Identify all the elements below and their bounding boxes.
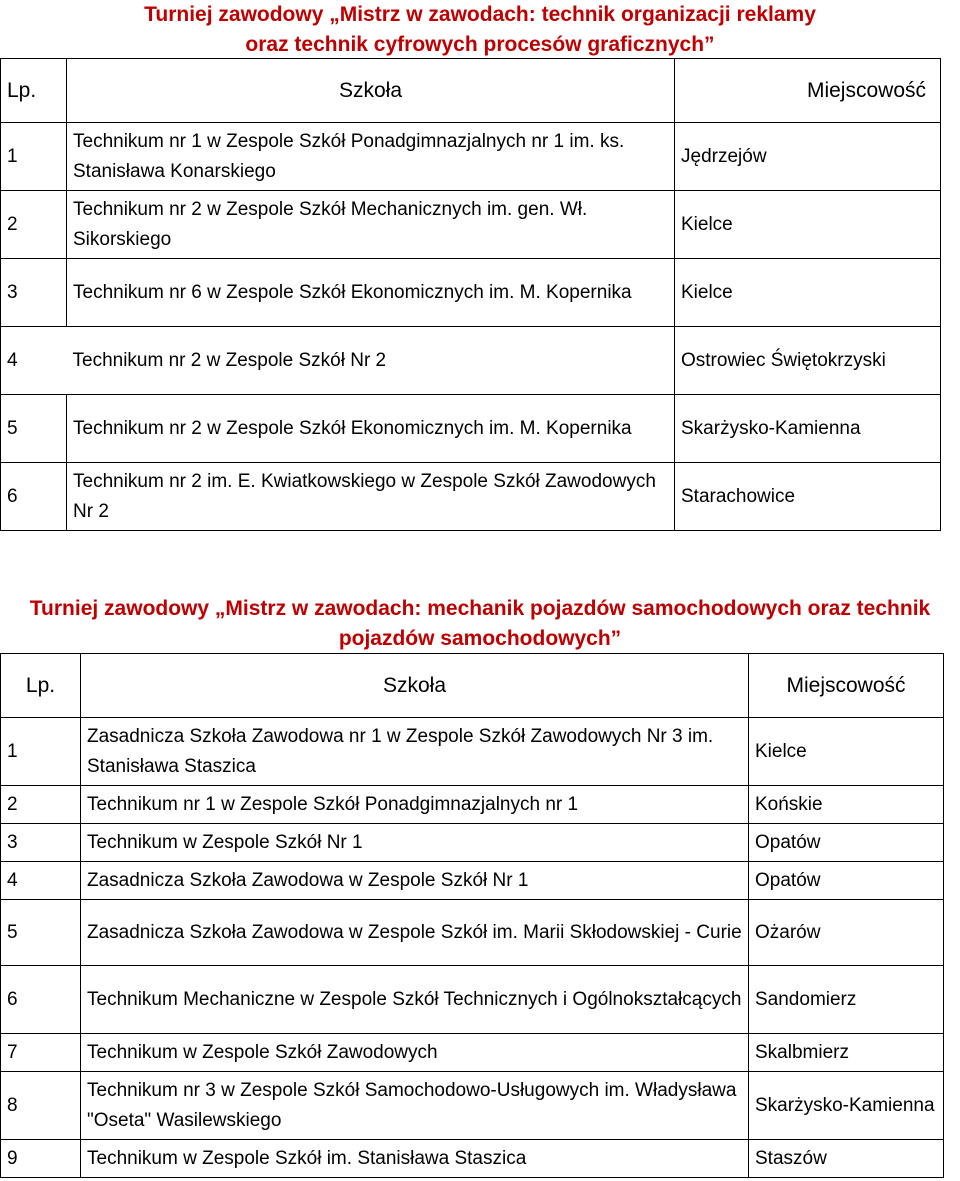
section2-title-line2: pojazdów samochodowych”	[338, 627, 622, 650]
row-school: Technikum w Zespole Szkół im. Stanisława Staszica	[81, 1140, 749, 1178]
row-lp: 1	[1, 123, 67, 191]
section1-title	[0, 0, 960, 60]
row-lp: 3	[1, 824, 81, 862]
table-row	[1, 123, 941, 191]
row-lp: 4	[1, 327, 67, 395]
row-lp: 4	[1, 862, 81, 900]
section1-title-line2: oraz technik cyfrowych procesów graficznych”	[245, 33, 715, 56]
row-lp: 9	[1, 1140, 81, 1178]
table-row	[1, 900, 944, 966]
row-town: Kielce	[675, 191, 941, 259]
row-town: Jędrzejów	[675, 123, 941, 191]
row-lp: 3	[1, 259, 67, 327]
row-lp: 5	[1, 395, 67, 463]
table-header-row	[1, 59, 941, 123]
row-school: Technikum nr 2 w Zespole Szkół Mechanicznych im. gen. Wł. Sikorskiego	[67, 191, 675, 259]
row-school: Zasadnicza Szkoła Zawodowa w Zespole Szkół im. Marii Skłodowskiej - Curie	[81, 900, 749, 966]
row-town: Opatów	[749, 824, 944, 862]
row-town: Opatów	[749, 862, 944, 900]
section2-title-line1: Turniej zawodowy „Mistrz w zawodach: mechanik pojazdów samochodowych oraz technik	[29, 597, 931, 620]
header-school: Szkoła	[81, 654, 749, 718]
header-town: Miejscowość	[749, 654, 944, 718]
row-lp: 5	[1, 900, 81, 966]
row-town: Skarżysko-Kamienna	[675, 395, 941, 463]
row-lp: 6	[1, 966, 81, 1034]
row-lp: 2	[1, 786, 81, 824]
row-lp: 2	[1, 191, 67, 259]
row-town: Skarżysko-Kamienna	[749, 1072, 944, 1140]
row-school: Technikum nr 2 w Zespole Szkół Ekonomicznych im. M. Kopernika	[67, 395, 675, 463]
table-row	[1, 259, 941, 327]
table-row	[1, 966, 944, 1034]
table-row	[1, 395, 941, 463]
table-row	[1, 1140, 944, 1178]
row-school: Technikum nr 6 w Zespole Szkół Ekonomicznych im. M. Kopernika	[67, 259, 675, 327]
row-lp: 1	[1, 718, 81, 786]
row-lp: 6	[1, 463, 67, 531]
row-town: Kielce	[675, 259, 941, 327]
row-school: Technikum w Zespole Szkół Zawodowych	[81, 1034, 749, 1072]
section2-title	[0, 594, 960, 654]
section2-table	[0, 653, 944, 1178]
table-row	[1, 824, 944, 862]
table-row	[1, 327, 941, 395]
row-lp: 7	[1, 1034, 81, 1072]
row-school: Technikum Mechaniczne w Zespole Szkół Technicznych i Ogólnokształcących	[81, 966, 749, 1034]
row-lp: 8	[1, 1072, 81, 1140]
row-town: Kielce	[749, 718, 944, 786]
row-town: Sandomierz	[749, 966, 944, 1034]
table-row	[1, 191, 941, 259]
table-row	[1, 463, 941, 531]
header-lp: Lp.	[1, 59, 67, 123]
row-school: Zasadnicza Szkoła Zawodowa w Zespole Szkół Nr 1	[81, 862, 749, 900]
table-row	[1, 718, 944, 786]
row-school: Technikum w Zespole Szkół Nr 1	[81, 824, 749, 862]
row-town: Końskie	[749, 786, 944, 824]
row-school: Technikum nr 3 w Zespole Szkół Samochodowo-Usługowych im. Władysława "Oseta" Wasilewskiego	[81, 1072, 749, 1140]
header-lp: Lp.	[1, 654, 81, 718]
header-school: Szkoła	[67, 59, 675, 123]
row-town: Skalbmierz	[749, 1034, 944, 1072]
table-row	[1, 786, 944, 824]
row-school: Technikum nr 2 w Zespole Szkół Nr 2	[67, 327, 675, 395]
row-town: Staszów	[749, 1140, 944, 1178]
row-school: Zasadnicza Szkoła Zawodowa nr 1 w Zespole Szkół Zawodowych Nr 3 im. Stanisława Staszica	[81, 718, 749, 786]
section1-title-line1: Turniej zawodowy „Mistrz w zawodach: technik organizacji reklamy	[144, 3, 816, 26]
section1-table	[0, 58, 941, 531]
row-school: Technikum nr 2 im. E. Kwiatkowskiego w Zespole Szkół Zawodowych Nr 2	[67, 463, 675, 531]
header-town: Miejscowość	[675, 59, 941, 123]
row-town: Starachowice	[675, 463, 941, 531]
table-row	[1, 862, 944, 900]
row-town: Ożarów	[749, 900, 944, 966]
table-row	[1, 1034, 944, 1072]
row-school: Technikum nr 1 w Zespole Szkół Ponadgimnazjalnych nr 1 im. ks. Stanisława Konarskiego	[67, 123, 675, 191]
table-row	[1, 1072, 944, 1140]
row-town: Ostrowiec Świętokrzyski	[675, 327, 941, 395]
table-header-row	[1, 654, 944, 718]
row-school: Technikum nr 1 w Zespole Szkół Ponadgimnazjalnych nr 1	[81, 786, 749, 824]
